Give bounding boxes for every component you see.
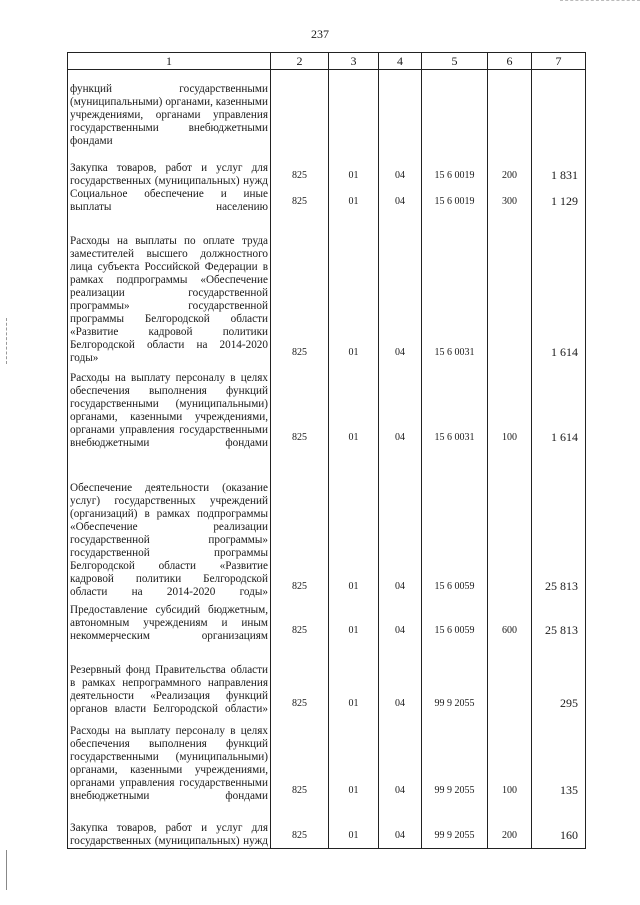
- amount-cell: 295: [532, 643, 586, 716]
- amount-cell: 25 813: [532, 450, 586, 599]
- row-description: Резервный фонд Правительства области в рамках непрограммного направления деятельности «Реализация функций органов власти Белгородской области»: [68, 643, 271, 716]
- subsection-cell: 04: [379, 148, 422, 188]
- subsection-cell: 04: [379, 214, 422, 365]
- page-number: 237: [311, 27, 329, 41]
- table-row: [68, 803, 586, 849]
- table-row: [68, 450, 586, 599]
- code-cell: 825: [271, 188, 329, 214]
- budget-table-container: [67, 52, 585, 847]
- section-cell: [329, 70, 379, 148]
- target-article-cell: 99 9 2055: [422, 643, 488, 716]
- row-description: Обеспечение деятельности (оказание услуг) государственных учреждений (организаций) в рамках подпрограммы «Обеспечение реализации государственной программы» государственной программы Белгородской области «Развитие кадровой политики Белгородской области на 2014-2020 годы»: [68, 450, 271, 599]
- budget-table: [67, 52, 586, 849]
- code-cell: [271, 70, 329, 148]
- section-cell: 01: [329, 188, 379, 214]
- amount-cell: 1 831: [532, 148, 586, 188]
- expense-type-cell: 200: [488, 803, 532, 849]
- table-row: [68, 214, 586, 365]
- table-row: [68, 188, 586, 214]
- column-header: 7: [532, 53, 586, 70]
- row-description: функций государственными (муниципальными) органами, казенными учреждениями, органами управления государственными внебюджетными фондами: [68, 70, 271, 148]
- target-article-cell: 15 6 0059: [422, 450, 488, 599]
- table-row: [68, 365, 586, 450]
- section-cell: 01: [329, 365, 379, 450]
- expense-type-cell: [488, 214, 532, 365]
- expense-type-cell: 600: [488, 599, 532, 643]
- expense-type-cell: 100: [488, 716, 532, 803]
- section-cell: 01: [329, 148, 379, 188]
- amount-cell: 1 614: [532, 214, 586, 365]
- amount-cell: 1 129: [532, 188, 586, 214]
- scan-artifact: [560, 0, 640, 3]
- code-cell: 825: [271, 716, 329, 803]
- margin-mark: [6, 318, 9, 364]
- expense-type-cell: 300: [488, 188, 532, 214]
- target-article-cell: 15 6 0019: [422, 188, 488, 214]
- section-cell: 01: [329, 599, 379, 643]
- table-row: [68, 643, 586, 716]
- section-cell: 01: [329, 643, 379, 716]
- column-header: 1: [68, 53, 271, 70]
- target-article-cell: 99 9 2055: [422, 716, 488, 803]
- table-row: [68, 70, 586, 148]
- expense-type-cell: [488, 450, 532, 599]
- section-cell: 01: [329, 450, 379, 599]
- code-cell: 825: [271, 643, 329, 716]
- code-cell: 825: [271, 450, 329, 599]
- expense-type-cell: 100: [488, 365, 532, 450]
- expense-type-cell: 200: [488, 148, 532, 188]
- target-article-cell: 15 6 0059: [422, 599, 488, 643]
- subsection-cell: 04: [379, 599, 422, 643]
- table-row: [68, 148, 586, 188]
- subsection-cell: 04: [379, 188, 422, 214]
- target-article-cell: 99 9 2055: [422, 803, 488, 849]
- section-cell: 01: [329, 803, 379, 849]
- subsection-cell: 04: [379, 803, 422, 849]
- row-description: Закупка товаров, работ и услуг для государственных (муниципальных) нужд: [68, 803, 271, 849]
- amount-cell: 25 813: [532, 599, 586, 643]
- row-description: Социальное обеспечение и иные выплаты населению: [68, 188, 271, 214]
- target-article-cell: [422, 70, 488, 148]
- margin-mark: [6, 850, 9, 890]
- subsection-cell: 04: [379, 450, 422, 599]
- section-cell: 01: [329, 214, 379, 365]
- target-article-cell: 15 6 0031: [422, 214, 488, 365]
- row-description: Расходы на выплаты по оплате труда заместителей высшего должностного лица субъекта Российской Федерации в рамках подпрограммы «Обеспечение реализации государственной программы» государственной программы Белгородской области «Развитие кадровой политики Белгородской области на 2014-2020 годы»: [68, 214, 271, 365]
- code-cell: 825: [271, 214, 329, 365]
- column-header: 2: [271, 53, 329, 70]
- target-article-cell: 15 6 0031: [422, 365, 488, 450]
- subsection-cell: 04: [379, 365, 422, 450]
- column-header: 5: [422, 53, 488, 70]
- code-cell: 825: [271, 803, 329, 849]
- subsection-cell: 04: [379, 643, 422, 716]
- section-cell: 01: [329, 716, 379, 803]
- code-cell: 825: [271, 148, 329, 188]
- amount-cell: 1 614: [532, 365, 586, 450]
- subsection-cell: 04: [379, 716, 422, 803]
- code-cell: 825: [271, 599, 329, 643]
- row-description: Расходы на выплату персоналу в целях обеспечения выполнения функций государственными (муниципальными) органами, казенными учреждениями, органами управления государственными внебюджетными фондами: [68, 716, 271, 803]
- row-description: Закупка товаров, работ и услуг для государственных (муниципальных) нужд: [68, 148, 271, 188]
- row-description: Расходы на выплату персоналу в целях обеспечения выполнения функций государственными (муниципальными) органами, казенными учреждениями, органами управления государственными внебюджетными фондами: [68, 365, 271, 450]
- column-header: 6: [488, 53, 532, 70]
- header-row: [68, 53, 586, 70]
- column-header: 3: [329, 53, 379, 70]
- table-row: [68, 716, 586, 803]
- table-row: [68, 599, 586, 643]
- expense-type-cell: [488, 70, 532, 148]
- code-cell: 825: [271, 365, 329, 450]
- target-article-cell: 15 6 0019: [422, 148, 488, 188]
- amount-cell: 160: [532, 803, 586, 849]
- amount-cell: [532, 70, 586, 148]
- column-header: 4: [379, 53, 422, 70]
- row-description: Предоставление субсидий бюджетным, автономным учреждениям и иным некоммерческим организациям: [68, 599, 271, 643]
- expense-type-cell: [488, 643, 532, 716]
- amount-cell: 135: [532, 716, 586, 803]
- subsection-cell: [379, 70, 422, 148]
